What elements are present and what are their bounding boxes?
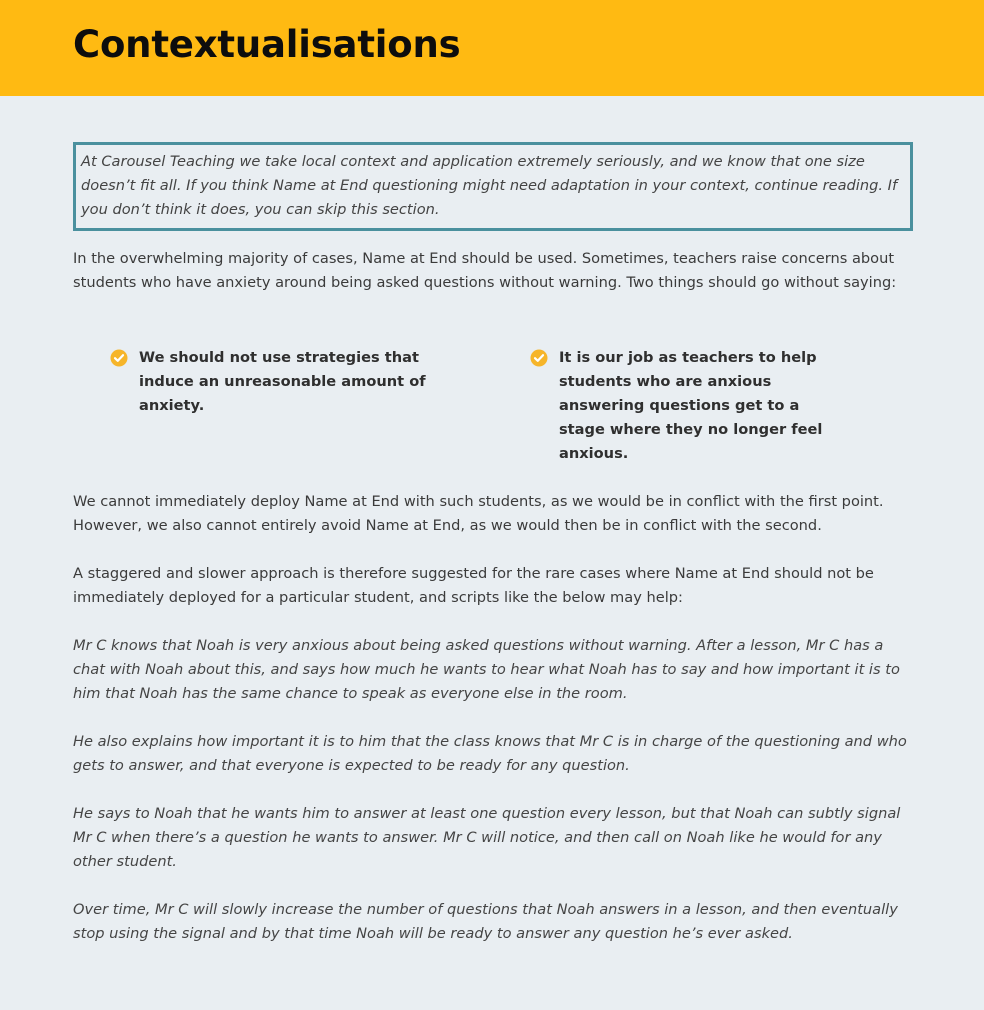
intro-paragraph: In the overwhelming majority of cases, Name at End should be used. Sometimes, teachers raise concerns about students who have anxiety around being asked questions without warning. Two things should go without saying:: [73, 250, 897, 291]
page-title: Contextualisations: [73, 23, 461, 66]
script-paragraph-4: Over time, Mr C will slowly increase the number of questions that Noah answers in a lesson, and then eventually stop using the signal and by that time Noah will be ready to answer any question he’s ever asked.: [73, 901, 898, 942]
script-paragraph-3: He says to Noah that he wants him to answer at least one question every lesson, but that Noah can subtly signal Mr C when there’s a question he wants to answer. Mr C will notice, and then call on Noah like he would for any other student.: [73, 805, 901, 870]
key-point-second-text: It is our job as teachers to help students who are anxious answering questions get to a stage where they no longer feel anxious.: [559, 349, 823, 462]
main-content: [73, 142, 913, 946]
check-circle-icon: [530, 349, 548, 367]
context-callout: [73, 142, 913, 231]
key-point-second: [530, 346, 850, 466]
callout-text: At Carousel Teaching we take local context and application extremely seriously, and we know that one size doesn’t fit all. If you think Name at End questioning might need adaptation in your context, continue reading. If you don’t think it does, you can skip this section.: [81, 153, 898, 218]
conflict-paragraph: We cannot immediately deploy Name at End with such students, as we would be in conflict with the first point. However, we also cannot entirely avoid Name at End, as we would then be in conflict with the second.: [73, 493, 884, 534]
key-points: [73, 346, 913, 490]
script-paragraph-1: Mr C knows that Noah is very anxious about being asked questions without warning. After a lesson, Mr C has a chat with Noah about this, and says how much he wants to hear what Noah has to say and how important it is to him that Noah has the same chance to speak as everyone else in the room.: [73, 637, 900, 702]
check-circle-icon: [110, 349, 128, 367]
approach-paragraph: A staggered and slower approach is therefore suggested for the rare cases where Name at End should not be immediately deployed for a particular student, and scripts like the below may help:: [73, 565, 874, 606]
key-point-first-text: We should not use strategies that induce an unreasonable amount of anxiety.: [139, 349, 426, 414]
script-paragraph-2: He also explains how important it is to him that the class knows that Mr C is in charge of the questioning and who gets to answer, and that everyone is expected to be ready for any question.: [73, 733, 907, 774]
key-point-first: [110, 346, 470, 418]
page-header: [0, 0, 984, 96]
